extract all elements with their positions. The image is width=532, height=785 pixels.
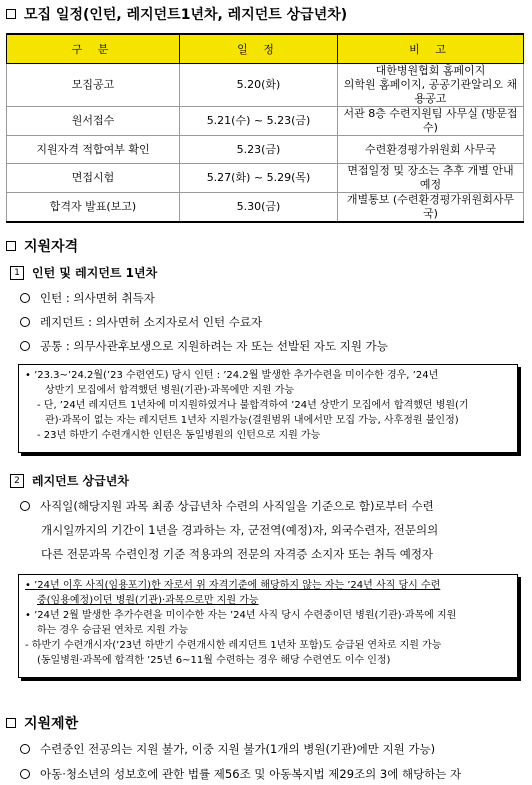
list-item-text: 사직일(해당지원 과목 최종 상급년차 수련의 사직일을 기준으로 함)로부터 수련 bbox=[40, 499, 434, 513]
cell-date: 5.23(금) bbox=[180, 136, 338, 164]
note-line: - 단, ’24년 레지던트 1년차에 미지원하였거나 불합격하여 ’24년 상반기 모집에서 합격했던 병원(기 bbox=[37, 400, 469, 411]
list-item-text: 인턴 : 의사면허 취득자 bbox=[40, 291, 155, 305]
number-box-icon: 2 bbox=[10, 474, 24, 488]
table-row bbox=[7, 164, 524, 193]
note-box-intern bbox=[18, 364, 518, 453]
note-line: 하는 경우 승급된 연차로 지원 가능 bbox=[37, 625, 189, 636]
note-line: • ’24년 2월 발생한 추가수련을 미이수한 자는 ’24년 사직 당시 수련중이던 병원(기관)·과목에 지원 bbox=[25, 610, 457, 621]
square-bullet-icon bbox=[6, 718, 16, 728]
circle-bullet-icon bbox=[20, 341, 30, 351]
square-bullet-icon bbox=[6, 9, 16, 19]
table-row bbox=[7, 193, 524, 223]
subsection-title-text: 인턴 및 레지던트 1년차 bbox=[32, 266, 158, 280]
section-title-text: 모집 일정(인턴, 레지던트1년차, 레지던트 상급년차) bbox=[24, 7, 348, 23]
list-item bbox=[20, 314, 262, 330]
header-note: 비 고 bbox=[338, 34, 524, 64]
circle-bullet-icon bbox=[20, 769, 30, 779]
list-item-continuation: 개시일까지의 기간이 1년을 경과하는 자, 군전역(예정)자, 외국수련자, 전문의의 bbox=[41, 523, 439, 537]
cell-note bbox=[338, 64, 524, 107]
list-item bbox=[20, 741, 435, 757]
cell-category: 지원자격 적합여부 확인 bbox=[7, 136, 180, 164]
schedule-table bbox=[6, 33, 524, 223]
cell-note: 개별통보 (수련환경평가위원회사무국) bbox=[338, 193, 524, 223]
circle-bullet-icon bbox=[20, 317, 30, 327]
list-item-text: 레지던트 : 의사면허 소지자로서 인턴 수료자 bbox=[40, 315, 263, 329]
table-row bbox=[7, 64, 524, 107]
square-bullet-icon bbox=[6, 241, 16, 251]
list-item bbox=[20, 766, 461, 782]
note-line: 대한병원협회 홈페이지 bbox=[375, 64, 486, 77]
list-item-text: 공통 : 의무사관후보생으로 지원하려는 자 또는 선발된 자도 지원 가능 bbox=[40, 339, 388, 353]
note-line: 관)·과목이 없는 자는 레지던트 1년차 지원가능(결원범위 내에서만 모집 가능, 사후정원 불인정) bbox=[45, 415, 459, 426]
section-title-schedule bbox=[6, 4, 347, 24]
cell-date: 5.27(화) ~ 5.29(목) bbox=[180, 164, 338, 193]
header-category: 구 분 bbox=[7, 34, 180, 64]
table-row bbox=[7, 107, 524, 136]
list-item-continuation: 다른 전문과목 수련인정 기준 적용과의 전문의 자격증 소지자 또는 취득 예정자 bbox=[41, 547, 434, 561]
cell-note: 서관 8층 수련지원팀 사무실 (방문접수) bbox=[338, 107, 524, 136]
circle-bullet-icon bbox=[20, 744, 30, 754]
section-title-text: 지원제한 bbox=[24, 716, 79, 732]
cell-category: 합격자 발표(보고) bbox=[7, 193, 180, 223]
cell-date: 5.30(금) bbox=[180, 193, 338, 223]
note-line: 의학원 홈페이지, 공공기관알리오 채용공고 bbox=[343, 78, 518, 105]
note-line: 중(임용예정)이던 병원(기관)·과목으로만 지원 가능 bbox=[37, 595, 259, 606]
note-box-senior bbox=[18, 574, 518, 678]
list-item-text: 아동·청소년의 성보호에 관한 법률 제56조 및 아동복지법 제29조의 3에 해당하는 자 bbox=[40, 767, 462, 781]
section-title-eligibility bbox=[6, 236, 78, 256]
note-line: • ’23.3~’24.2월(’23 수련연도) 당시 인턴 : ’24.2월 발생한 추가수련을 미이수한 경우, ’24년 bbox=[25, 370, 439, 381]
list-item-text: 수련중인 전공의는 지원 불가, 이중 지원 불가(1개의 병원(기관)에만 지원 가능) bbox=[40, 742, 436, 756]
cell-note: 수련환경평가위원회 사무국 bbox=[338, 136, 524, 164]
list-item bbox=[20, 338, 388, 354]
subsection-title-text: 레지던트 상급년차 bbox=[32, 474, 129, 488]
subsection-title-intern bbox=[10, 264, 157, 281]
subsection-title-senior bbox=[10, 472, 129, 489]
cell-date: 5.20(화) bbox=[180, 64, 338, 107]
note-line: • ’24년 이후 사직(임용포기)한 자로서 위 자격기준에 해당하지 않는 자는 ’24년 사직 당시 수련 bbox=[25, 580, 441, 591]
note-line: - 23년 하반기 수련개시한 인턴은 동일병원의 인턴으로 지원 가능 bbox=[37, 430, 321, 441]
circle-bullet-icon bbox=[20, 293, 30, 303]
table-row bbox=[7, 136, 524, 164]
cell-date: 5.21(수) ~ 5.23(금) bbox=[180, 107, 338, 136]
section-title-restrictions bbox=[6, 713, 78, 733]
cell-note: 면접일정 및 장소는 추후 개별 안내 예정 bbox=[338, 164, 524, 193]
list-item bbox=[20, 498, 434, 514]
header-date: 일 정 bbox=[180, 34, 338, 64]
note-line: - 하반기 수련개시자(’23년 하반기 수련개시한 레지던트 1년차 포함)도 승급된 연차로 지원 가능 bbox=[25, 640, 442, 651]
note-line: 상반기 모집에서 합격했던 병원(기관)·과목에만 지원 가능 bbox=[45, 385, 295, 396]
section-title-text: 지원자격 bbox=[24, 239, 79, 255]
note-line: (동일병원·과목에 합격한 ’25년 6~11월 수련하는 경우 해당 수련연도 이수 인정) bbox=[37, 655, 391, 666]
circle-bullet-icon bbox=[20, 501, 30, 511]
list-item bbox=[20, 290, 155, 306]
table-header-row bbox=[7, 34, 524, 64]
cell-category: 원서접수 bbox=[7, 107, 180, 136]
number-box-icon: 1 bbox=[10, 266, 24, 280]
cell-category: 모집공고 bbox=[7, 64, 180, 107]
cell-category: 면접시험 bbox=[7, 164, 180, 193]
